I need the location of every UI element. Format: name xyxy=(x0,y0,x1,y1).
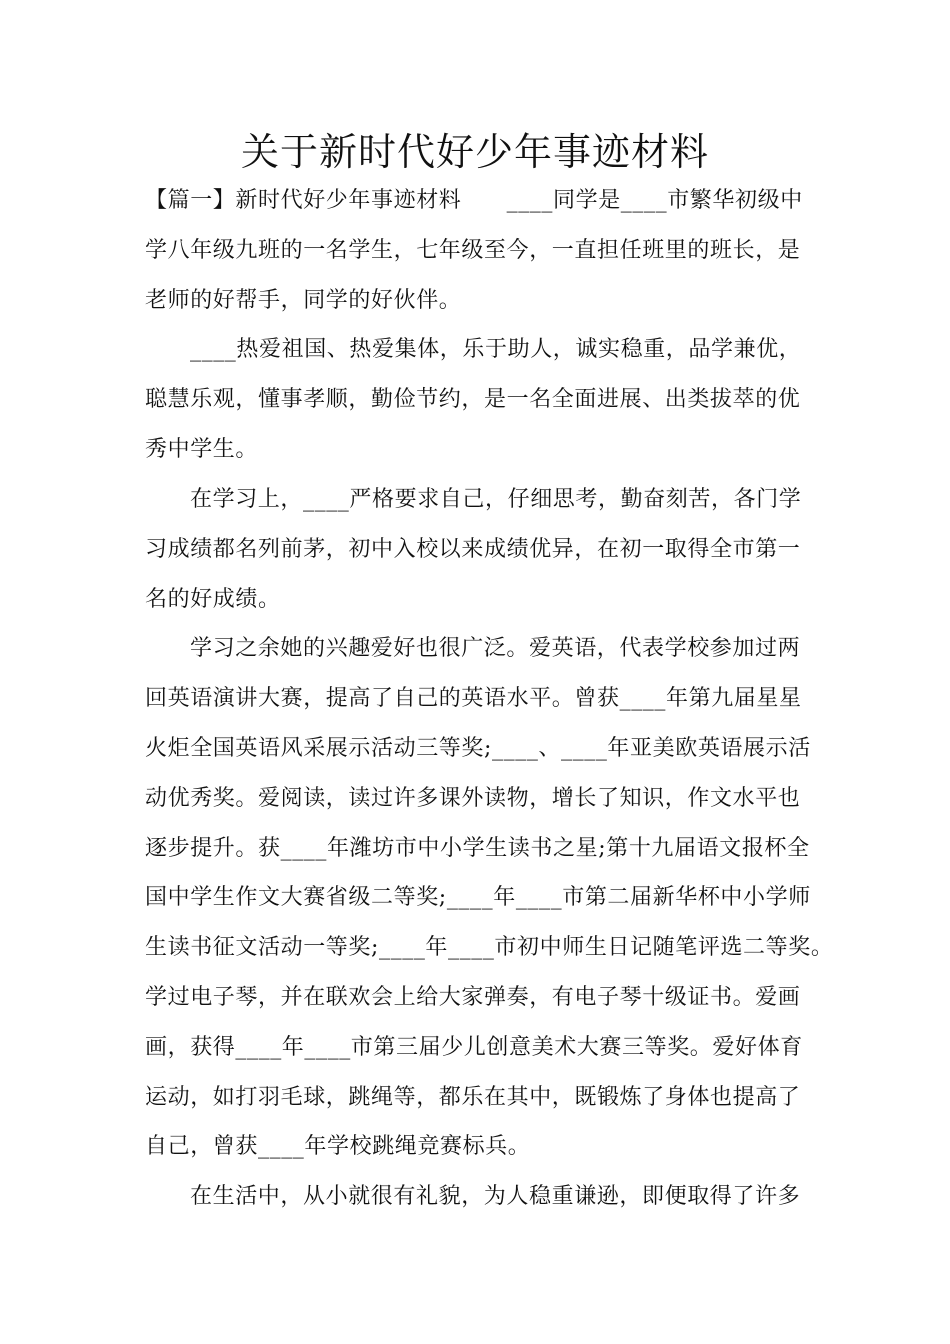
document-title: 关于新时代好少年事迹材料 xyxy=(240,130,709,174)
paragraph-line: 【篇一】新时代好少年事迹材料 ____同学是____市繁华初级中 xyxy=(145,188,803,213)
paragraph-line: 学八年级九班的一名学生，七年级至今，一直担任班里的班长，是 xyxy=(145,238,801,263)
paragraph-line: 学习之余她的兴趣爱好也很广泛。爱英语，代表学校参加过两 xyxy=(190,636,801,661)
paragraph-line: 动优秀奖。爱阅读，读过许多课外读物，增长了知识，作文水平也 xyxy=(145,786,801,811)
paragraph-line: 逐步提升。获____年潍坊市中小学生读书之星;第十九届语文报杯全 xyxy=(145,836,810,861)
paragraph-line: ____热爱祖国、热爱集体，乐于助人，诚实稳重，品学兼优， xyxy=(190,337,802,362)
paragraph-line: 画，获得____年____市第三届少儿创意美术大赛三等奖。爱好体育 xyxy=(145,1035,803,1060)
paragraph-line: 聪慧乐观，懂事孝顺，勤俭节约，是一名全面进展、出类拔萃的优 xyxy=(145,387,801,412)
paragraph-line: 名的好成绩。 xyxy=(145,587,281,612)
paragraph-line: 自己，曾获____年学校跳绳竞赛标兵。 xyxy=(145,1134,531,1159)
paragraph-line: 老师的好帮手，同学的好伙伴。 xyxy=(145,288,462,313)
paragraph-line: 秀中学生。 xyxy=(145,437,259,462)
paragraph-line: 生读书征文活动一等奖;____年____市初中师生日记随笔评选二等奖。 xyxy=(145,935,834,960)
paragraph-line: 国中学生作文大赛省级二等奖;____年____市第二届新华杯中小学师 xyxy=(145,885,811,910)
paragraph-line: 回英语演讲大赛，提高了自己的英语水平。曾获____年第九届星星 xyxy=(145,686,802,711)
paragraph-line: 在生活中，从小就很有礼貌，为人稳重谦逊，即便取得了许多 xyxy=(190,1184,801,1209)
paragraph-line: 在学习上，____严格要求自己，仔细思考，勤奋刻苦，各门学 xyxy=(190,487,802,512)
paragraph-line: 火炬全国英语风采展示活动三等奖;____、____年亚美欧英语展示活 xyxy=(145,736,811,761)
paragraph-line: 运动，如打羽毛球，跳绳等，都乐在其中，既锻炼了身体也提高了 xyxy=(145,1085,801,1110)
paragraph-line: 学过电子琴，并在联欢会上给大家弹奏，有电子琴十级证书。爱画 xyxy=(145,985,801,1010)
paragraph-line: 习成绩都名列前茅，初中入校以来成绩优异，在初一取得全市第一 xyxy=(145,537,801,562)
